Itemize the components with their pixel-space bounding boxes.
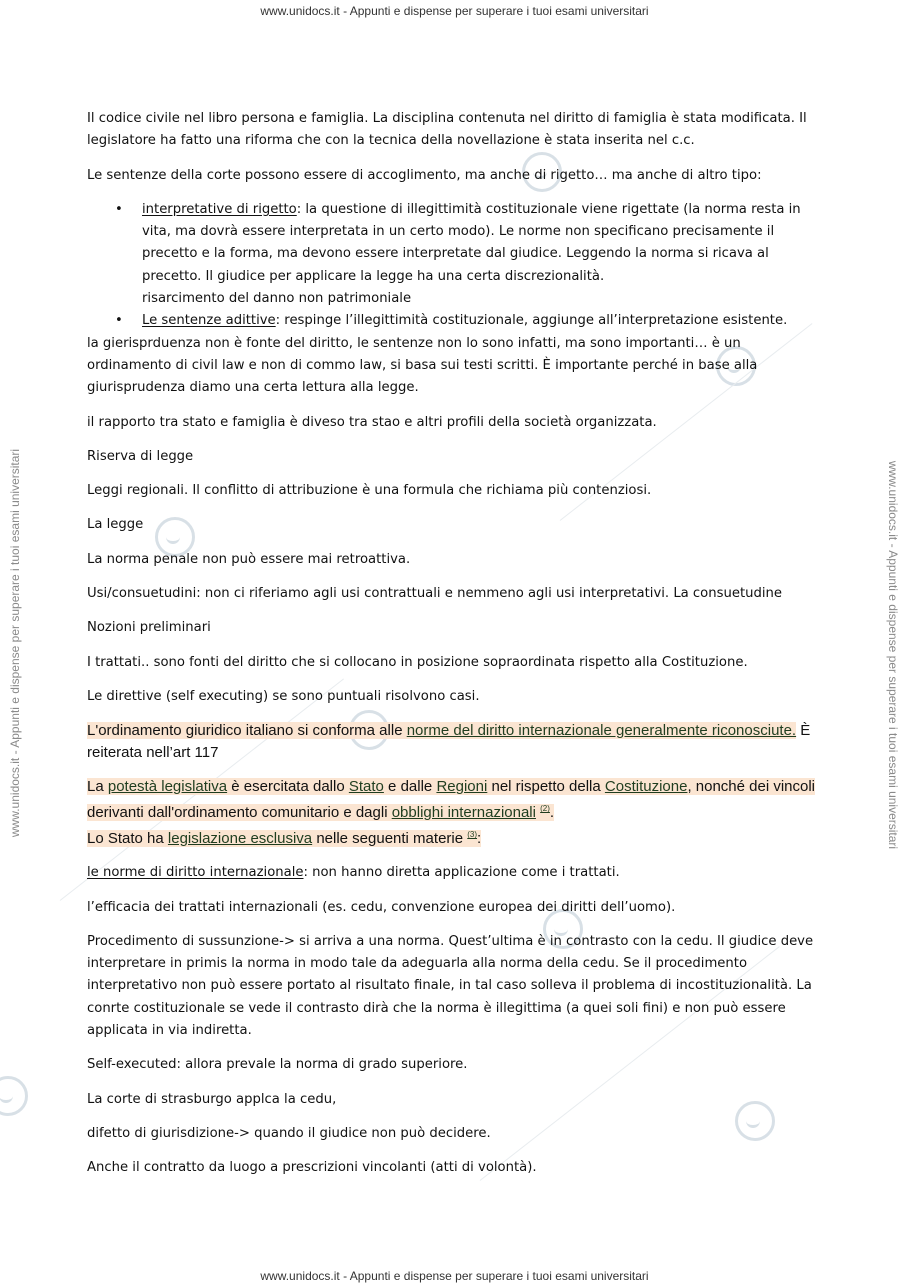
list-item-term: Le sentenze adittive: [142, 313, 276, 329]
footnote-link[interactable]: (2): [540, 804, 550, 814]
paragraph: Le direttive (self executing) se sono puntuali risolvono casi.: [87, 688, 480, 704]
paragraph: Leggi regionali. Il conflitto di attribuzione è una formula che richiama più contenziosi.: [87, 483, 652, 499]
paragraph: Procedimento di sussunzione-> si arriva a una norma. Quest’ultima è in contrasto con la cedu. Il giudice deve interpretare in primis la norma in modo tale da adeguarla alla norma della cedu. Se il procedimento interpretativo non può essere portato al risultato finale, in tal caso solleva il problema di incostituzionalità. La conrte costituzionale se vede il contrasto dirà che la norma è illegittima (a quei soli fini) e non può essere applicata in via indiretta.: [87, 933, 814, 1039]
paragraph: Anche il contratto da luogo a prescrizioni vincolanti (atti di volontà).: [87, 1160, 537, 1176]
paragraph: la gierisprduenza non è fonte del diritto, le sentenze non lo sono infatti, ma sono importanti… è un ordinamento di civil law e non di commo law, si basa sui testi scritti. È importante perché in base alla giurisprudenza diamo una certa lettura alla legge.: [87, 335, 758, 396]
header-watermark: www.unidocs.it - Appunti e dispense per superare i tuoi esami universitari: [260, 4, 649, 18]
side-watermark-right: www.unidocs.it - Appunti e dispense per superare i tuoi esami universitari: [886, 460, 900, 850]
stato-link[interactable]: Stato: [348, 778, 384, 796]
list-item: • interpretative di rigetto: la questione di illegittimità costituzionale viene rigettate (la norma resta in vita, ma dovrà essere interpretata in un certo modo). Le norme non specificano precisamente il precetto e la forma, ma devono essere interpretate dal giudice. Leggendo la norma si ricava al precetto. Il giudice per applicare la legge ha una certa discrezionalità. risarcimento del danno non patrimoniale: [142, 199, 827, 310]
regioni-link[interactable]: Regioni: [436, 778, 488, 796]
list-item: • Le sentenze adittive: respinge l’illegittimità costituzionale, aggiunge all’interpretazione esistente.: [142, 310, 827, 332]
paragraph: il rapporto tra stato e famiglia è diveso tra stao e altri profili della società organizzata.: [87, 414, 657, 430]
paragraph: La corte di strasburgo applca la cedu,: [87, 1091, 337, 1107]
paragraph: difetto di giurisdizione-> quando il giudice non può decidere.: [87, 1125, 491, 1141]
document-body: [87, 108, 827, 1192]
paragraph: le norme di diritto internazionale: non hanno diretta applicazione come i trattati.: [87, 865, 620, 881]
list-item-extra: risarcimento del danno non patrimoniale: [142, 291, 412, 307]
side-watermark-left: www.unidocs.it - Appunti e dispense per superare i tuoi esami universitari: [8, 448, 22, 838]
footer-watermark: www.unidocs.it - Appunti e dispense per superare i tuoi esami universitari: [260, 1269, 649, 1283]
paragraph: Il codice civile nel libro persona e famiglia. La disciplina contenuta nel diritto di famiglia è stata modificata. Il legislatore ha fatto una riforma che con la tecnica della novellazione è stata inserita nel c.c.: [87, 111, 807, 149]
bullet-list: [87, 199, 827, 333]
potesta-legislativa-link[interactable]: potestà legislativa: [107, 778, 228, 796]
paragraph: Le sentenze della corte possono essere di accoglimento, ma anche di rigetto… ma anche di altro tipo:: [87, 167, 762, 183]
list-item-term: interpretative di rigetto: [142, 201, 297, 217]
paragraph: Usi/consuetudini: non ci riferiamo agli usi contrattuali e nemmeno agli usi interpretativi. La consuetudine: [87, 586, 782, 602]
legislazione-esclusiva-link[interactable]: legislazione esclusiva: [167, 830, 313, 848]
quoted-article-paragraph: La potestà legislativa è esercitata dallo Stato e dalle Regioni nel rispetto della Costituzione, nonché dei vincoli derivanti dall'ordinamento comunitario e dagli obblighi internazionali $^{(2)}$. Lo Stato ha legislazione esclusiva nelle seguenti materie $^{(3)}$:: [87, 778, 816, 848]
watermark-logo-icon: [0, 1076, 28, 1116]
paragraph-term: le norme di diritto internazionale: [87, 865, 304, 881]
paragraph: Nozioni preliminari: [87, 620, 211, 636]
paragraph: I trattati.. sono fonti del diritto che si collocano in posizione sopraordinata rispetto alla Costituzione.: [87, 654, 748, 670]
obblighi-internazionali-link[interactable]: obblighi internazionali: [391, 804, 536, 822]
paragraph: l’efficacia dei trattati internazionali (es. cedu, convenzione europea dei diritti dell’uomo).: [87, 899, 676, 915]
norme-internazionali-link[interactable]: norme del diritto internazionale generalmente riconosciute.: [406, 722, 797, 740]
paragraph: Riserva di legge: [87, 448, 194, 464]
paragraph: Self-executed: allora prevale la norma di grado superiore.: [87, 1057, 468, 1073]
quoted-article-paragraph: L'ordinamento giuridico italiano si conforma alle norme del diritto internazionale generalmente riconosciute. È reiterata nell’art 117: [87, 722, 811, 762]
footnote-link[interactable]: (3): [467, 830, 478, 840]
costituzione-link[interactable]: Costituzione: [604, 778, 688, 796]
paragraph: La legge: [87, 517, 144, 533]
paragraph: La norma penale non può essere mai retroattiva.: [87, 551, 411, 567]
